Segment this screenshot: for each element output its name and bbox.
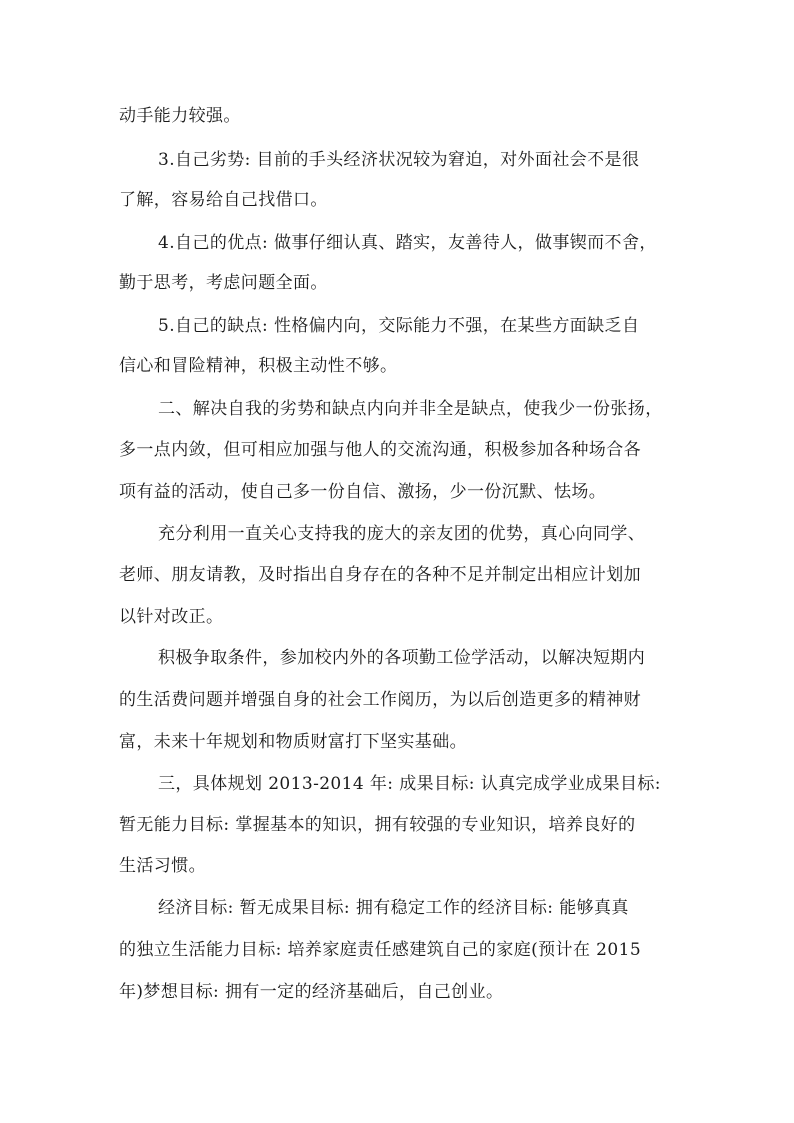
- text-line: 勤于思考，考虑问题全面。: [119, 273, 328, 293]
- text-line: 积极争取条件，参加校内外的各项勤工俭学活动，以解决短期内: [158, 648, 646, 668]
- text-line: 信心和冒险精神，积极主动性不够。: [119, 356, 398, 376]
- text-line: 3.自己劣势: 目前的手头经济状况较为窘迫，对外面社会不是很: [158, 150, 640, 170]
- text-line: 的生活费问题并增强自身的社会工作阅历，为以后创造更多的精神财: [119, 690, 641, 710]
- text-line: 的独立生活能力目标: 培养家庭责任感建筑自己的家庭(预计在 2015: [119, 940, 642, 960]
- text-line: 5.自己的缺点: 性格偏内向，交际能力不强，在某些方面缺乏自: [158, 316, 640, 336]
- text-line: 生活习惯。: [119, 856, 206, 876]
- text-line: 富，未来十年规划和物质财富打下坚实基础。: [119, 732, 467, 752]
- text-line: 项有益的活动，使自己多一份自信、激扬，少一份沉默、怯场。: [119, 482, 607, 502]
- text-line: 充分利用一直关心支持我的庞大的亲友团的优势，真心向同学、: [158, 524, 646, 544]
- text-line: 4.自己的优点: 做事仔细认真、踏实，友善待人，做事锲而不舍，: [158, 233, 657, 253]
- text-line: 暂无能力目标: 掌握基本的知识，拥有较强的专业知识，培养良好的: [119, 815, 636, 835]
- text-line: 年)梦想目标: 拥有一定的经济基础后，自己创业。: [119, 982, 504, 1002]
- text-line: 动手能力较强。: [119, 106, 241, 126]
- text-line: 三，具体规划 2013-2014 年: 成果目标: 认真完成学业成果目标:: [158, 774, 661, 794]
- text-line: 多一点内敛，但可相应加强与他人的交流沟通，积极参加各种场合各: [119, 440, 641, 460]
- text-line: 经济目标: 暂无成果目标: 拥有稳定工作的经济目标: 能够真真: [158, 898, 629, 918]
- text-line: 二、解决自我的劣势和缺点内向并非全是缺点，使我少一份张扬，: [158, 399, 663, 419]
- text-line: 老师、朋友请教，及时指出自身存在的各种不足并制定出相应计划加: [119, 565, 641, 585]
- text-line: 以针对改正。: [119, 607, 224, 627]
- text-line: 了解，容易给自己找借口。: [119, 190, 328, 210]
